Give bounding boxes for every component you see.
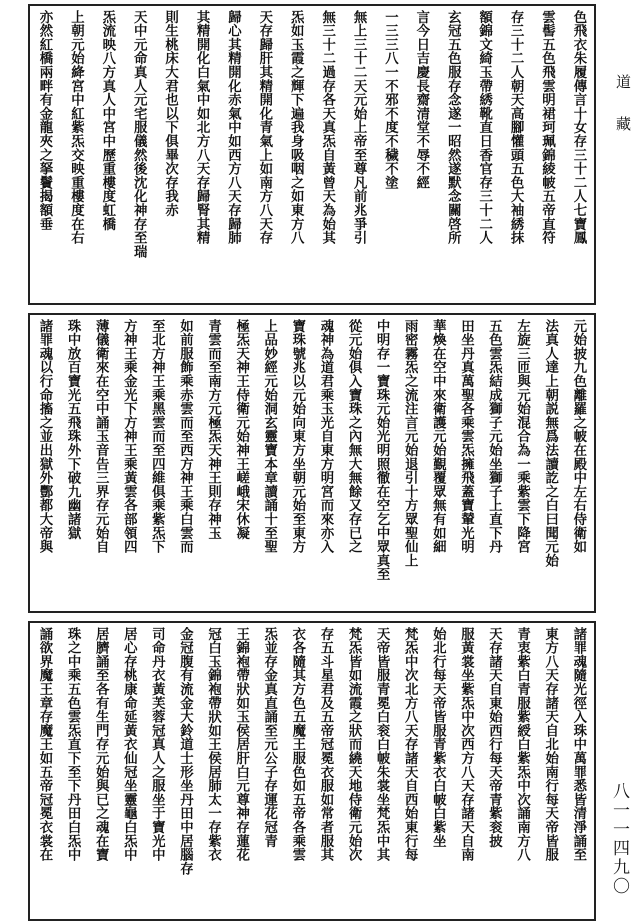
text-column: 亦然紅橋兩畔有金龍夾之拏鬢揭額垂 [37, 10, 53, 231]
text-column: 居臍誦至各有生門存元始與已之魂在寶 [93, 627, 110, 862]
text-column: 從元始俱入寶珠之內無大無餘又存已之 [346, 319, 363, 554]
text-column: 田坐丹真萬聖各乘雲炁擁飛蓋寶輦光明 [458, 319, 475, 554]
text-column: 金冠腹有流金大鈴道士形坐丹田中居腦存 [177, 627, 194, 876]
text-column: 天存諸天自東始西行每天帝青紫衮披 [486, 627, 503, 848]
text-column: 薄儀衛來在空中誦玉音告三界存元始自 [93, 319, 110, 554]
text-column: 五色雲炁結成獅子元始坐獅子上直下丹 [486, 319, 503, 554]
text-column: 存三十二人朝天高腳懽頭五色大袖綉抹 [508, 10, 525, 245]
text-column: 則生桃床大君也以下俱畢次存我赤 [162, 10, 179, 217]
page-number: 八一一四九〇 [609, 782, 629, 896]
text-column: 居心存桃康命延黃衣仙冠坐靈龜白炁中 [121, 627, 138, 862]
text-column: 玄冠五色服存念遂一昭然遂默念關啓所 [445, 10, 462, 245]
text-column: 梵炁中次北方八天存諸天自西始東行每 [402, 627, 419, 862]
text-column: 極炁天神王侍衛元始神王嵯峨宋休凝 [233, 319, 250, 540]
text-column: 誦欲界魔王章存魔王如五帝冠冕衣裳在 [37, 627, 53, 862]
text-block-upper [28, 4, 596, 305]
text-block-lower [28, 621, 596, 921]
text-block-middle [28, 313, 596, 613]
text-column: 其精開化白氣中如北方八天存歸腎其精 [194, 10, 211, 245]
text-column: 冠白玉錦袍帶狀如王侯居肺太一存紫衣 [205, 627, 222, 862]
text-column: 諸罪魂隨光徑入珠中萬罪悉皆清淨誦至 [570, 627, 587, 862]
text-column: 衣各隨其方色五魔王服色如五帝各乘雲 [289, 627, 306, 862]
text-column: 青雲而至南方元極炁天神王則存神玉 [205, 319, 222, 540]
text-column: 天存歸肝其精開化青氣上如南方八天存 [256, 10, 273, 245]
text-column: 服黃裳坐紫炁中次西方八天存諸天自南 [458, 627, 475, 862]
text-column: 炁並存金真直誦至元公子存運花冠青 [261, 627, 278, 848]
text-column: 炁如玉霞之輝下遍我身吸咽之如東方八 [288, 10, 305, 245]
text-column: 雨密霧炁之流注言元始退引十方眾聖仙上 [402, 319, 419, 568]
text-column: 上品妙經元始洞玄靈寶本章讀誦十至聖 [261, 319, 278, 554]
margin-title: 道 [614, 74, 632, 89]
text-column: 至北方神王乘黑雲而至四維俱乘紫炁下 [149, 319, 166, 554]
text-column: 一三三八一不邪不度不穢不塗 [382, 10, 399, 190]
text-column: 方神王乘金光下方神王乘黃雲各部領四 [121, 319, 138, 554]
text-column: 王錦袍帶狀如玉侯居肝白元尊神存蓮花 [233, 627, 250, 862]
text-column: 炁流映八方真人中宮中歷重樓度虹橋 [99, 10, 116, 231]
text-column: 存五斗星君及五帝冠冕衣服如常者服其 [317, 627, 334, 862]
text-column: 天中元命真人元宅服儀然後沈化神存至瑞 [131, 10, 148, 259]
text-column: 華煥在空中來衛護元始覲覆眾無有如細 [430, 319, 447, 554]
text-column: 梵炁皆如流霞之狀而繞天地侍衛元始次 [346, 627, 363, 862]
text-column: 天帝皆服青冕白衮白帔朱裳坐梵炁中其 [374, 627, 391, 862]
text-column: 中明存一寶珠元始光明照徹在空乞中眾真至 [374, 319, 391, 582]
text-column: 東方八天存諸天自北始南行每天帝皆服 [542, 627, 559, 862]
text-column: 無三十二過存各天真炁自黃曾天為始其 [319, 10, 336, 245]
text-column: 寶珠號兆以元始向東方坐朝元始至東方 [289, 319, 306, 554]
text-column: 上朝元始絳宮中紅紫炁交映重樓度在右 [68, 10, 85, 245]
text-column: 珠中放百寶光五飛珠外下破九幽諸獄 [65, 319, 82, 540]
text-column: 額錦文綺玉帶綉靴直日香官存三十二人 [476, 10, 493, 245]
text-column: 法真人達上朝説無爲法讀訖之白曰聞元始 [542, 319, 559, 568]
margin-volume: 藏 [614, 116, 632, 131]
text-column: 無上三十二天元始上帝至尊凡前兆爭引 [351, 10, 368, 245]
text-column: 司命丹衣黃芙蓉冠真人之服坐于寶光中 [149, 627, 166, 862]
text-column: 珠之中乘五色雲炁直下至下丹田白炁中 [65, 627, 82, 862]
text-column: 歸心其精開化赤氣中如西方八天存歸肺 [225, 10, 242, 245]
text-column: 青衷紫白青服紫綬白紫炁中次誦南方八 [514, 627, 531, 862]
text-column: 言今日吉慶長齋清堂不辱不經 [413, 10, 430, 190]
text-column: 雲髻五色飛雲明裙珂珮錦綾帔五帝直符 [539, 10, 556, 245]
text-column: 諸罪魂以行命搐之並出獄外酆都大帝與 [37, 319, 53, 554]
text-column: 左旋三匝與元始混合為一乘紫雲下降宮 [514, 319, 531, 554]
text-column: 如前服飾乘赤雲而至西方神王乘白雲而 [177, 319, 194, 554]
text-column: 元始披九色離羅之帔在殿中左右侍衛如 [570, 319, 587, 554]
text-column: 始北行每天帝皆服青紫衣白帔白紫坐 [430, 627, 447, 848]
text-column: 魂神為道君乘玉光自東方明宮而來亦入 [317, 319, 334, 554]
text-column: 色飛衣朱履傳言十女存三十二人七寶鳳 [570, 10, 587, 245]
